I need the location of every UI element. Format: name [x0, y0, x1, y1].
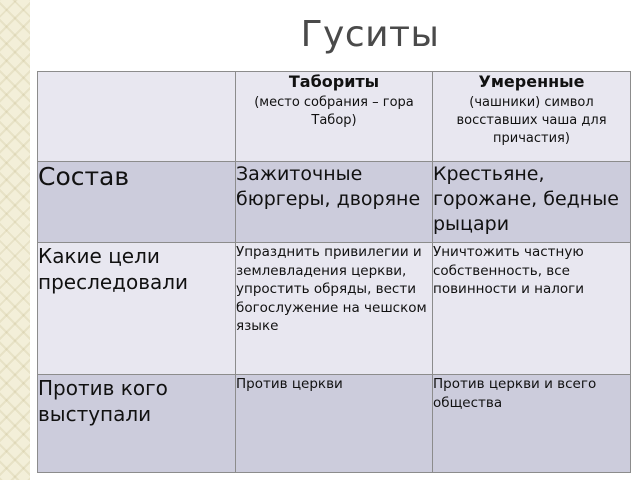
row-label-opponents: Против кого выступали	[38, 375, 236, 473]
row-label-composition: Состав	[38, 162, 236, 243]
cell-moderates-composition: Крестьяне, горожане, бедные рыцари	[433, 162, 631, 243]
table-header-row	[38, 72, 631, 162]
cell-taborites-composition: Зажиточные бюргеры, дворяне	[236, 162, 433, 243]
row-label-goals: Какие цели преследовали	[38, 243, 236, 375]
header-taborites-subtitle: (место собрания – гора Табор)	[254, 95, 414, 128]
cell-taborites-opponents: Против церкви	[236, 375, 433, 473]
header-cell-taborites	[236, 72, 433, 162]
cell-moderates-opponents: Против церкви и всего общества	[433, 375, 631, 473]
page-title: Гуситы	[300, 14, 440, 55]
decorative-side-band	[0, 0, 30, 480]
header-taborites-title: Табориты	[288, 72, 380, 91]
corner-cell	[38, 72, 236, 162]
header-cell-moderates	[433, 72, 631, 162]
header-moderates-subtitle: (чашники) символ восставших чаша для причастия)	[456, 95, 607, 146]
table-row	[38, 375, 631, 473]
comparison-table	[37, 71, 631, 473]
table-row	[38, 162, 631, 243]
header-moderates-title: Умеренные	[478, 72, 585, 91]
table-row	[38, 243, 631, 375]
cell-moderates-goals: Уничтожить частную собственность, все повинности и налоги	[433, 243, 631, 375]
cell-taborites-goals: Упразднить привилегии и землевладения церкви, упростить обряды, вести богослужение на чешском языке	[236, 243, 433, 375]
